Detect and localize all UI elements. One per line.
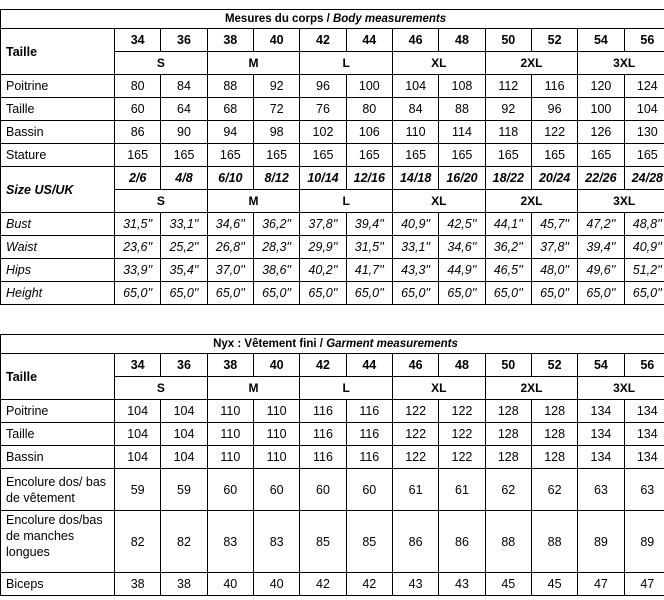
value-cell: 110 (253, 423, 299, 446)
row-label-cell (1, 511, 115, 573)
group-cell: M (207, 190, 300, 213)
row-label: Biceps (1, 573, 115, 596)
value-cell: 104 (115, 423, 161, 446)
value-cell: 47,2'' (578, 213, 624, 236)
table-row (1, 469, 664, 511)
value-cell: 65,0'' (531, 282, 577, 305)
value-cell: 40 (253, 573, 299, 596)
value-cell: 86 (392, 511, 438, 573)
value-cell: 85 (300, 511, 346, 573)
size-cell: 56 (624, 354, 664, 377)
value-cell: 165 (207, 144, 253, 167)
size-cell: 48 (439, 29, 485, 52)
value-cell: 80 (115, 75, 161, 98)
title-italic: Body measurements (332, 13, 447, 25)
us-size-cell: 4/8 (161, 167, 207, 190)
value-cell: 42 (300, 573, 346, 596)
table-row (1, 75, 664, 98)
value-cell: 43 (439, 573, 485, 596)
value-cell: 134 (578, 400, 624, 423)
size-cell: 40 (253, 354, 299, 377)
value-cell: 26,8'' (207, 236, 253, 259)
group-cell: XL (392, 190, 485, 213)
value-cell: 165 (392, 144, 438, 167)
value-cell: 37,0'' (207, 259, 253, 282)
value-cell: 64 (161, 98, 207, 121)
value-cell: 122 (439, 446, 485, 469)
value-cell: 36,2'' (253, 213, 299, 236)
row-label: Bassin (1, 446, 115, 469)
value-cell: 96 (300, 75, 346, 98)
value-cell: 36,2'' (485, 236, 531, 259)
value-cell: 134 (624, 446, 664, 469)
group-cell: L (300, 190, 393, 213)
value-cell: 92 (485, 98, 531, 121)
value-cell: 65,0'' (161, 282, 207, 305)
size-cell: 48 (439, 354, 485, 377)
value-cell: 126 (578, 121, 624, 144)
value-cell: 48,0'' (531, 259, 577, 282)
value-cell: 122 (439, 400, 485, 423)
size-cell: 54 (578, 29, 624, 52)
value-cell: 63 (578, 469, 624, 511)
value-cell: 40,2'' (300, 259, 346, 282)
value-cell: 128 (531, 400, 577, 423)
value-cell: 68 (207, 98, 253, 121)
value-cell: 165 (115, 144, 161, 167)
group-cell: XL (392, 52, 485, 75)
value-cell: 65,0'' (346, 282, 392, 305)
value-cell: 46,5'' (485, 259, 531, 282)
size-cell: 50 (485, 29, 531, 52)
row-label: Poitrine (1, 75, 115, 98)
value-cell: 51,2'' (624, 259, 664, 282)
value-cell: 86 (439, 511, 485, 573)
value-cell: 128 (531, 423, 577, 446)
size-label: Taille (1, 29, 115, 75)
value-cell: 128 (485, 446, 531, 469)
garment-table-title (1, 335, 664, 354)
value-cell: 114 (439, 121, 485, 144)
size-cell: 38 (207, 354, 253, 377)
group-cell: S (115, 377, 208, 400)
value-cell: 100 (578, 98, 624, 121)
value-cell: 116 (300, 400, 346, 423)
value-cell: 60 (300, 469, 346, 511)
size-cell: 46 (392, 29, 438, 52)
value-cell: 37,8'' (300, 213, 346, 236)
row-label: Bust (1, 213, 115, 236)
value-cell: 65,0'' (253, 282, 299, 305)
group-cell: 2XL (485, 52, 578, 75)
us-size-cell: 8/12 (253, 167, 299, 190)
value-cell: 165 (346, 144, 392, 167)
row-label: Stature (1, 144, 115, 167)
value-cell: 31,5'' (115, 213, 161, 236)
table-row (1, 121, 664, 144)
value-cell: 84 (392, 98, 438, 121)
table-row (1, 511, 664, 573)
value-cell: 122 (392, 400, 438, 423)
group-cell: 3XL (578, 52, 664, 75)
value-cell: 65,0'' (300, 282, 346, 305)
size-cell: 42 (300, 29, 346, 52)
row-label: Bassin (1, 121, 115, 144)
group-cell: 3XL (578, 377, 664, 400)
value-cell: 42 (346, 573, 392, 596)
value-cell: 65,0'' (578, 282, 624, 305)
value-cell: 61 (439, 469, 485, 511)
us-size-cell: 12/16 (346, 167, 392, 190)
value-cell: 35,4'' (161, 259, 207, 282)
value-cell: 65,0'' (115, 282, 161, 305)
group-cell: 2XL (485, 377, 578, 400)
value-cell: 62 (485, 469, 531, 511)
value-cell: 60 (207, 469, 253, 511)
value-cell: 118 (485, 121, 531, 144)
table-row (1, 282, 664, 305)
value-cell: 28,3'' (253, 236, 299, 259)
value-cell: 100 (346, 75, 392, 98)
value-cell: 134 (624, 423, 664, 446)
value-cell: 43,3'' (392, 259, 438, 282)
group-cell: M (207, 377, 300, 400)
size-cell: 36 (161, 29, 207, 52)
value-cell: 82 (161, 511, 207, 573)
value-cell: 60 (115, 98, 161, 121)
value-cell: 134 (578, 446, 624, 469)
us-size-label: Size US/UK (1, 167, 115, 213)
size-cell: 44 (346, 354, 392, 377)
value-cell: 65,0'' (485, 282, 531, 305)
us-size-cell: 18/22 (485, 167, 531, 190)
us-size-cell: 14/18 (392, 167, 438, 190)
value-cell: 165 (531, 144, 577, 167)
body-measurements-table (0, 9, 664, 305)
value-cell: 104 (115, 446, 161, 469)
value-cell: 128 (485, 400, 531, 423)
value-cell: 92 (253, 75, 299, 98)
garment-measurements-table (0, 334, 664, 596)
value-cell: 104 (161, 423, 207, 446)
value-cell: 165 (624, 144, 664, 167)
size-label: Taille (1, 354, 115, 400)
value-cell: 59 (161, 469, 207, 511)
row-label: Poitrine (1, 400, 115, 423)
value-cell: 31,5'' (346, 236, 392, 259)
value-cell: 102 (300, 121, 346, 144)
value-cell: 49,6'' (578, 259, 624, 282)
value-cell: 106 (346, 121, 392, 144)
value-cell: 48,8'' (624, 213, 664, 236)
row-label: Hips (1, 259, 115, 282)
value-cell: 63 (624, 469, 664, 511)
value-cell: 110 (207, 423, 253, 446)
value-cell: 61 (392, 469, 438, 511)
value-cell: 40,9'' (392, 213, 438, 236)
group-cell: 3XL (578, 190, 664, 213)
value-cell: 34,6'' (207, 213, 253, 236)
value-cell: 88 (207, 75, 253, 98)
value-cell: 34,6'' (439, 236, 485, 259)
table-row (1, 98, 664, 121)
value-cell: 122 (531, 121, 577, 144)
value-cell: 76 (300, 98, 346, 121)
value-cell: 112 (485, 75, 531, 98)
value-cell: 83 (207, 511, 253, 573)
value-cell: 110 (207, 400, 253, 423)
table-row (1, 259, 664, 282)
value-cell: 82 (115, 511, 161, 573)
value-cell: 96 (531, 98, 577, 121)
value-cell: 60 (346, 469, 392, 511)
group-cell: S (115, 190, 208, 213)
value-cell: 38 (161, 573, 207, 596)
value-cell: 90 (161, 121, 207, 144)
size-cell: 38 (207, 29, 253, 52)
title-italic: Garment measurements (326, 338, 458, 350)
value-cell: 89 (578, 511, 624, 573)
value-cell: 85 (346, 511, 392, 573)
value-cell: 134 (624, 400, 664, 423)
row-label: Waist (1, 236, 115, 259)
value-cell: 110 (253, 446, 299, 469)
value-cell: 47 (624, 573, 664, 596)
value-cell: 25,2'' (161, 236, 207, 259)
value-cell: 60 (253, 469, 299, 511)
value-cell: 98 (253, 121, 299, 144)
value-cell: 116 (300, 423, 346, 446)
value-cell: 29,9'' (300, 236, 346, 259)
us-size-cell: 16/20 (439, 167, 485, 190)
value-cell: 116 (531, 75, 577, 98)
value-cell: 165 (253, 144, 299, 167)
value-cell: 84 (161, 75, 207, 98)
value-cell: 39,4'' (346, 213, 392, 236)
value-cell: 33,9'' (115, 259, 161, 282)
value-cell: 165 (485, 144, 531, 167)
row-label: Encolure dos/ bas de vêtement (1, 469, 115, 511)
value-cell: 110 (392, 121, 438, 144)
value-cell: 128 (531, 446, 577, 469)
us-size-cell: 22/26 (578, 167, 624, 190)
title-main: Nyx : Vêtement fini / (213, 338, 327, 350)
body-table-title (1, 10, 664, 29)
value-cell: 165 (300, 144, 346, 167)
value-cell: 89 (624, 511, 664, 573)
value-cell: 42,5'' (439, 213, 485, 236)
value-cell: 40,9'' (624, 236, 664, 259)
value-cell: 104 (624, 98, 664, 121)
value-cell: 80 (346, 98, 392, 121)
value-cell: 86 (115, 121, 161, 144)
table-row (1, 400, 664, 423)
value-cell: 116 (346, 446, 392, 469)
value-cell: 122 (392, 446, 438, 469)
value-cell: 122 (392, 423, 438, 446)
us-size-cell: 20/24 (531, 167, 577, 190)
size-cell: 54 (578, 354, 624, 377)
value-cell: 38 (115, 573, 161, 596)
value-cell: 88 (531, 511, 577, 573)
size-cell: 44 (346, 29, 392, 52)
row-label: Taille (1, 423, 115, 446)
us-size-cell: 6/10 (207, 167, 253, 190)
value-cell: 104 (161, 446, 207, 469)
value-cell: 45 (531, 573, 577, 596)
value-cell: 59 (115, 469, 161, 511)
group-cell: M (207, 52, 300, 75)
row-label: Encolure dos/bas de manches longues (6, 512, 103, 559)
size-cell: 42 (300, 354, 346, 377)
value-cell: 37,8'' (531, 236, 577, 259)
value-cell: 104 (161, 400, 207, 423)
value-cell: 41,7'' (346, 259, 392, 282)
value-cell: 38,6'' (253, 259, 299, 282)
value-cell: 45,7'' (531, 213, 577, 236)
table-row (1, 236, 664, 259)
value-cell: 130 (624, 121, 664, 144)
value-cell: 47 (578, 573, 624, 596)
size-cell: 46 (392, 354, 438, 377)
value-cell: 33,1'' (161, 213, 207, 236)
value-cell: 104 (392, 75, 438, 98)
group-cell: 2XL (485, 190, 578, 213)
value-cell: 108 (439, 75, 485, 98)
value-cell: 65,0'' (624, 282, 664, 305)
value-cell: 83 (253, 511, 299, 573)
table-row (1, 423, 664, 446)
value-cell: 120 (578, 75, 624, 98)
value-cell: 124 (624, 75, 664, 98)
us-size-cell: 24/28 (624, 167, 664, 190)
size-cell: 34 (115, 29, 161, 52)
value-cell: 33,1'' (392, 236, 438, 259)
value-cell: 122 (439, 423, 485, 446)
value-cell: 88 (485, 511, 531, 573)
value-cell: 116 (300, 446, 346, 469)
group-cell: L (300, 377, 393, 400)
value-cell: 88 (439, 98, 485, 121)
value-cell: 110 (253, 400, 299, 423)
us-size-cell: 10/14 (300, 167, 346, 190)
value-cell: 65,0'' (207, 282, 253, 305)
value-cell: 23,6'' (115, 236, 161, 259)
value-cell: 45 (485, 573, 531, 596)
value-cell: 44,1'' (485, 213, 531, 236)
value-cell: 116 (346, 400, 392, 423)
value-cell: 72 (253, 98, 299, 121)
size-cell: 34 (115, 354, 161, 377)
size-cell: 40 (253, 29, 299, 52)
size-cell: 52 (531, 354, 577, 377)
value-cell: 94 (207, 121, 253, 144)
value-cell: 128 (485, 423, 531, 446)
value-cell: 62 (531, 469, 577, 511)
group-cell: XL (392, 377, 485, 400)
value-cell: 134 (578, 423, 624, 446)
size-cell: 56 (624, 29, 664, 52)
value-cell: 39,4'' (578, 236, 624, 259)
group-cell: S (115, 52, 208, 75)
value-cell: 40 (207, 573, 253, 596)
value-cell: 116 (346, 423, 392, 446)
row-label: Taille (1, 98, 115, 121)
table-row (1, 573, 664, 596)
group-cell: L (300, 52, 393, 75)
us-size-cell: 2/6 (115, 167, 161, 190)
size-cell: 52 (531, 29, 577, 52)
row-label: Height (1, 282, 115, 305)
title-main: Mesures du corps / (224, 13, 333, 25)
value-cell: 44,9'' (439, 259, 485, 282)
value-cell: 110 (207, 446, 253, 469)
value-cell: 165 (578, 144, 624, 167)
value-cell: 65,0'' (439, 282, 485, 305)
value-cell: 104 (115, 400, 161, 423)
value-cell: 43 (392, 573, 438, 596)
value-cell: 65,0'' (392, 282, 438, 305)
table-row (1, 213, 664, 236)
size-cell: 50 (485, 354, 531, 377)
value-cell: 165 (439, 144, 485, 167)
table-row (1, 446, 664, 469)
value-cell: 165 (161, 144, 207, 167)
table-row (1, 144, 664, 167)
size-cell: 36 (161, 354, 207, 377)
